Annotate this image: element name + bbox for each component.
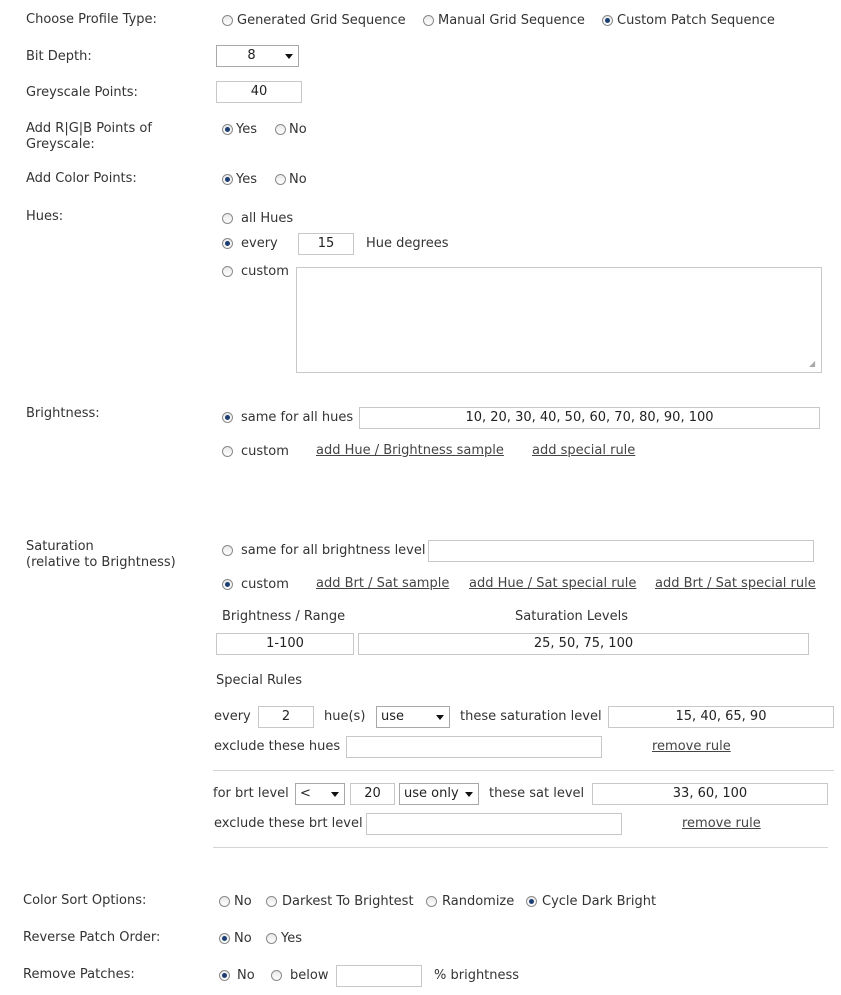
brightness-range-input[interactable]: 1-100 — [216, 633, 354, 655]
rule1-use-select[interactable] — [376, 706, 450, 728]
rgb-points-yes-radio[interactable] — [222, 124, 233, 135]
rule1-exclude-label: exclude these hues — [214, 739, 341, 754]
chevron-down-icon — [331, 792, 339, 797]
rule1-hues-label: hue(s) — [324, 709, 366, 724]
profile-type-label: Choose Profile Type: — [26, 12, 157, 27]
remove-below-radio[interactable] — [271, 970, 282, 981]
rgb-points-no-radio[interactable] — [275, 124, 286, 135]
brightness-custom-label: custom — [241, 444, 289, 459]
chevron-down-icon — [285, 54, 293, 59]
remove-no-radio[interactable] — [219, 970, 230, 981]
sort-darkest-radio[interactable] — [266, 896, 277, 907]
bit-depth-value: 8 — [247, 48, 256, 63]
add-special-rule-link[interactable]: add special rule — [532, 443, 636, 458]
brightness-same-input[interactable]: 10, 20, 30, 40, 50, 60, 70, 80, 90, 100 — [359, 407, 820, 429]
hues-custom-radio[interactable] — [222, 266, 233, 277]
brightness-custom-radio[interactable] — [222, 446, 233, 457]
greyscale-points-label: Greyscale Points: — [26, 85, 138, 100]
hues-custom-label: custom — [241, 264, 289, 279]
rule2-remove-link[interactable]: remove rule — [682, 816, 761, 831]
hues-every-input[interactable]: 15 — [298, 233, 354, 255]
profile-generated-radio[interactable] — [222, 15, 233, 26]
rule1-every-input[interactable]: 2 — [258, 706, 314, 728]
color-points-yes-label: Yes — [236, 172, 257, 187]
sort-no-label: No — [234, 894, 252, 909]
remove-below-label: below — [290, 968, 329, 983]
hues-every-label: every — [241, 236, 278, 251]
color-points-label: Add Color Points: — [26, 171, 137, 186]
resize-grip-icon[interactable]: ◢ — [809, 359, 816, 368]
sort-randomize-label: Randomize — [442, 894, 515, 909]
hues-custom-textarea[interactable] — [296, 267, 822, 373]
brightness-label: Brightness: — [26, 406, 100, 421]
saturation-custom-radio[interactable] — [222, 579, 233, 590]
rule2-levels-input[interactable]: 33, 60, 100 — [592, 783, 828, 805]
rule2-use-value: use only — [404, 786, 459, 801]
saturation-same-input[interactable] — [428, 540, 814, 562]
remove-below-input[interactable] — [336, 965, 422, 987]
special-rules-heading: Special Rules — [216, 673, 303, 688]
reverse-yes-label: Yes — [281, 931, 302, 946]
brightness-range-column-header: Brightness / Range — [222, 609, 346, 624]
sort-no-radio[interactable] — [219, 896, 230, 907]
hues-all-label: all Hues — [241, 211, 294, 226]
rule2-use-select[interactable] — [399, 783, 479, 805]
rule1-remove-link[interactable]: remove rule — [652, 739, 731, 754]
brightness-same-radio[interactable] — [222, 412, 233, 423]
hues-every-radio[interactable] — [222, 238, 233, 249]
rule1-levels-input[interactable]: 15, 40, 65, 90 — [608, 706, 834, 728]
profile-manual-radio[interactable] — [423, 15, 434, 26]
rgb-points-no-label: No — [289, 122, 307, 137]
add-brt-sat-sample-link[interactable]: add Brt / Sat sample — [316, 576, 450, 591]
rule2-op-value: < — [300, 786, 311, 801]
sort-randomize-radio[interactable] — [426, 896, 437, 907]
rule-divider — [213, 847, 828, 848]
profile-custom-label: Custom Patch Sequence — [617, 13, 775, 28]
saturation-label-line2: (relative to Brightness) — [26, 555, 176, 570]
rule1-exclude-input[interactable] — [346, 736, 602, 758]
saturation-same-radio[interactable] — [222, 545, 233, 556]
profile-custom-radio[interactable] — [602, 15, 613, 26]
profile-generated-label: Generated Grid Sequence — [237, 13, 406, 28]
reverse-order-label: Reverse Patch Order: — [23, 930, 161, 945]
brightness-same-label: same for all hues — [241, 410, 354, 425]
add-hue-brightness-sample-link[interactable]: add Hue / Brightness sample — [316, 443, 504, 458]
chevron-down-icon — [465, 792, 473, 797]
hues-label: Hues: — [26, 209, 64, 224]
saturation-levels-column-header: Saturation Levels — [515, 609, 628, 624]
remove-patches-label: Remove Patches: — [23, 967, 135, 982]
rule2-op-select[interactable] — [295, 783, 345, 805]
hues-degrees-label: Hue degrees — [366, 236, 449, 251]
sort-cycle-radio[interactable] — [526, 896, 537, 907]
reverse-yes-radio[interactable] — [266, 933, 277, 944]
rgb-points-label-line1: Add R|G|B Points of — [26, 121, 152, 136]
add-hue-sat-special-rule-link[interactable]: add Hue / Sat special rule — [469, 576, 637, 591]
add-brt-sat-special-rule-link[interactable]: add Brt / Sat special rule — [655, 576, 816, 591]
chevron-down-icon — [436, 715, 444, 720]
sort-darkest-label: Darkest To Brightest — [282, 894, 414, 909]
rgb-points-label-line2: Greyscale: — [26, 137, 95, 152]
bit-depth-select[interactable] — [216, 45, 299, 67]
color-points-no-radio[interactable] — [275, 174, 286, 185]
rule2-exclude-label: exclude these brt level — [214, 816, 363, 831]
saturation-label-line1: Saturation — [26, 539, 94, 554]
saturation-levels-input[interactable]: 25, 50, 75, 100 — [358, 633, 809, 655]
saturation-custom-label: custom — [241, 577, 289, 592]
rule2-exclude-input[interactable] — [366, 813, 622, 835]
hues-all-radio[interactable] — [222, 213, 233, 224]
rule2-these-label: these sat level — [489, 786, 585, 801]
bit-depth-label: Bit Depth: — [26, 49, 92, 64]
color-sort-label: Color Sort Options: — [23, 893, 147, 908]
reverse-no-radio[interactable] — [219, 933, 230, 944]
saturation-same-label: same for all brightness level — [241, 543, 426, 558]
profile-manual-label: Manual Grid Sequence — [438, 13, 585, 28]
rule2-for-label: for brt level — [213, 786, 289, 801]
rgb-points-yes-label: Yes — [236, 122, 257, 137]
rule1-use-value: use — [381, 709, 405, 724]
color-points-no-label: No — [289, 172, 307, 187]
rule1-these-label: these saturation level — [460, 709, 602, 724]
rule1-every-label: every — [214, 709, 251, 724]
sort-cycle-label: Cycle Dark Bright — [542, 894, 657, 909]
remove-no-label: No — [237, 968, 255, 983]
rule2-brt-input[interactable]: 20 — [350, 783, 395, 805]
rule-divider — [213, 770, 834, 771]
color-points-yes-radio[interactable] — [222, 174, 233, 185]
remove-unit-label: % brightness — [434, 968, 520, 983]
reverse-no-label: No — [234, 931, 252, 946]
greyscale-points-input[interactable]: 40 — [216, 81, 302, 103]
